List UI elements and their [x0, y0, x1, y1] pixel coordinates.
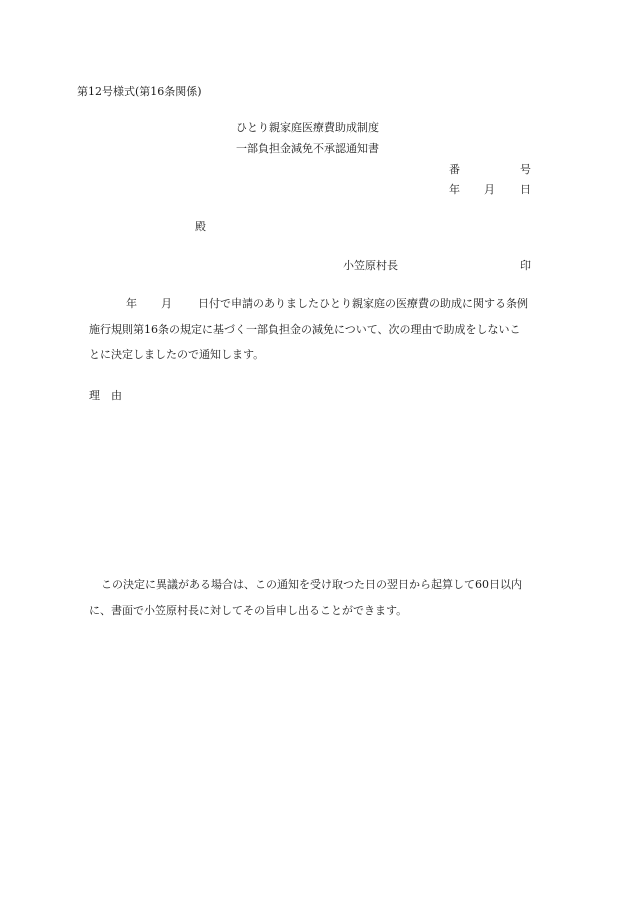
document-title-line2: 一部負担金減免不承認通知書 — [236, 142, 379, 155]
doc-number-ban: 番 — [449, 163, 460, 176]
reason-label: 理 由 — [89, 389, 122, 402]
form-number: 第12号様式(第16条関係) — [77, 85, 202, 98]
appeal-paragraph — [89, 578, 559, 622]
body-paragraph — [89, 297, 559, 367]
issuer-name: 小笠原村長 — [343, 259, 398, 272]
date-year: 年 — [449, 183, 460, 196]
body-line2: 施行規則第16条の規定に基づく一部負担金の減免について、次の理由で助成をしないこ — [89, 323, 521, 336]
date-month: 月 — [484, 183, 495, 196]
body-line1-rest: 日付で申請のありましたひとり親家庭の医療費の助成に関する条例 — [198, 297, 528, 310]
appeal-line2: に、書面で小笠原村長に対してその旨申し出ることができます。 — [89, 604, 408, 617]
body-line3: とに決定しましたので通知します。 — [89, 348, 265, 361]
document-title-line1: ひとり親家庭医療費助成制度 — [236, 121, 379, 134]
addressee-suffix: 殿 — [195, 220, 206, 233]
body-year: 年 — [126, 297, 137, 310]
body-month: 月 — [161, 297, 172, 310]
reason-content-area — [89, 410, 559, 560]
doc-number-go: 号 — [520, 163, 531, 176]
date-day: 日 — [520, 183, 531, 196]
issuer-seal: 印 — [520, 259, 531, 272]
appeal-line1: この決定に異議がある場合は、この通知を受け取つた日の翌日から起算して60日以内 — [101, 578, 522, 591]
